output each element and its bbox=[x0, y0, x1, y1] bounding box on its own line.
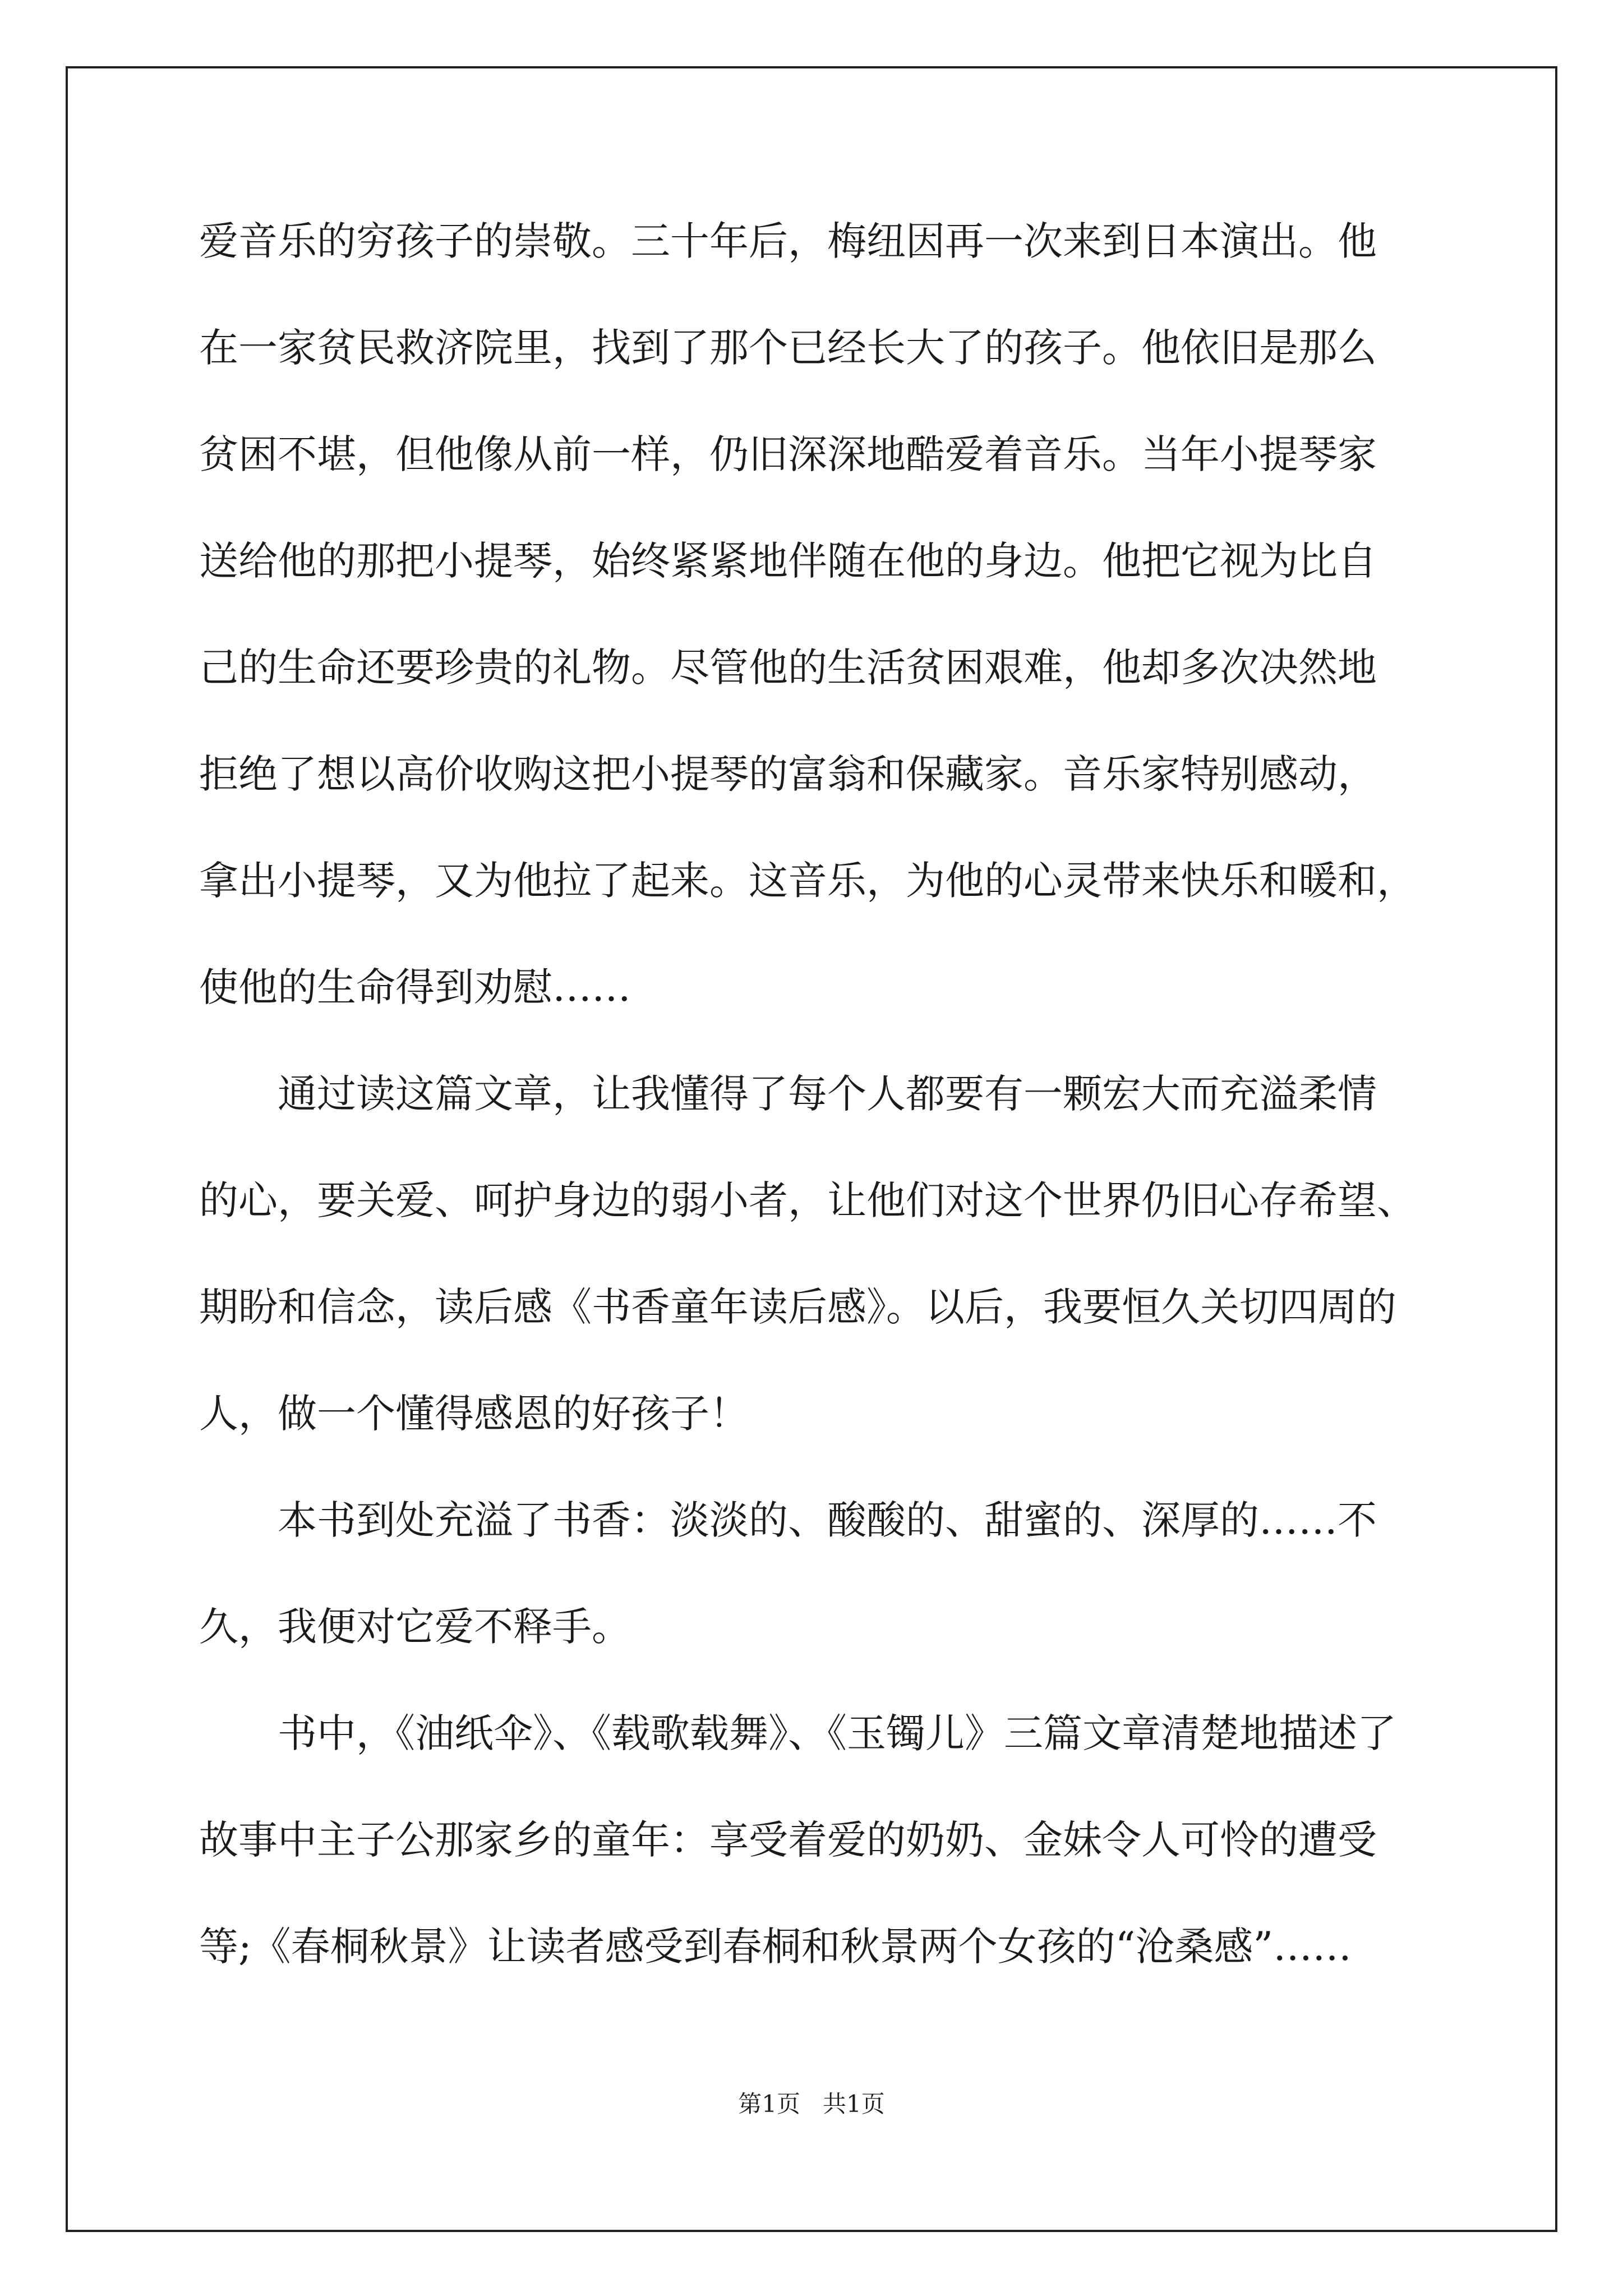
text-line: 贫困不堪，但他像从前一样，仍旧深深地酷爱着音乐。当年小提琴家 bbox=[199, 431, 1377, 477]
text-line: 人，做一个懂得感恩的好孩子！ bbox=[199, 1391, 749, 1437]
text-line: 送给他的那把小提琴，始终紧紧地伴随在他的身边。他把它视为比自 bbox=[199, 538, 1377, 584]
text-line: 等;《春桐秋景》让读者感受到春桐和秋景两个女孩的“沧桑感”…… bbox=[199, 1924, 1352, 1970]
text-line: 在一家贫民救济院里，找到了那个已经长大了的孩子。他依旧是那么 bbox=[199, 325, 1377, 371]
paragraph-first-line: 书中，《油纸伞》、《载歌载舞》、《玉镯儿》三篇文章清楚地描述了 bbox=[278, 1710, 1396, 1756]
page-footer: 第1页 共1页 bbox=[738, 2090, 885, 2118]
text-line: 使他的生命得到劝慰…… bbox=[199, 964, 631, 1010]
text-line: 拿出小提琴，又为他拉了起来。这音乐，为他的心灵带来快乐和暖和， bbox=[199, 858, 1416, 904]
text-line: 己的生命还要珍贵的礼物。尽管他的生活贫困艰难，他却多次决然地 bbox=[199, 645, 1377, 691]
text-line: 爱音乐的穷孩子的崇敬。三十年后，梅纽因再一次来到日本演出。他 bbox=[199, 218, 1377, 264]
text-line: 的心，要关爱、呵护身边的弱小者，让他们对这个世界仍旧心存希望、 bbox=[199, 1177, 1416, 1223]
text-line: 期盼和信念，读后感《书香童年读后感》。以后，我要恒久关切四周的 bbox=[199, 1284, 1396, 1330]
paragraph-first-line: 本书到处充溢了书香：淡淡的、酸酸的、甜蜜的、深厚的……不 bbox=[278, 1497, 1377, 1543]
document-body bbox=[199, 218, 1478, 2033]
text-line: 拒绝了想以高价收购这把小提琴的富翁和保藏家。音乐家特别感动， bbox=[199, 751, 1377, 797]
text-line: 久，我便对它爱不释手。 bbox=[199, 1604, 631, 1650]
text-line: 故事中主子公那家乡的童年：享受着爱的奶奶、金妹令人可怜的遭受 bbox=[199, 1817, 1377, 1863]
paragraph-first-line: 通过读这篇文章，让我懂得了每个人都要有一颗宏大而充溢柔情 bbox=[278, 1071, 1377, 1117]
